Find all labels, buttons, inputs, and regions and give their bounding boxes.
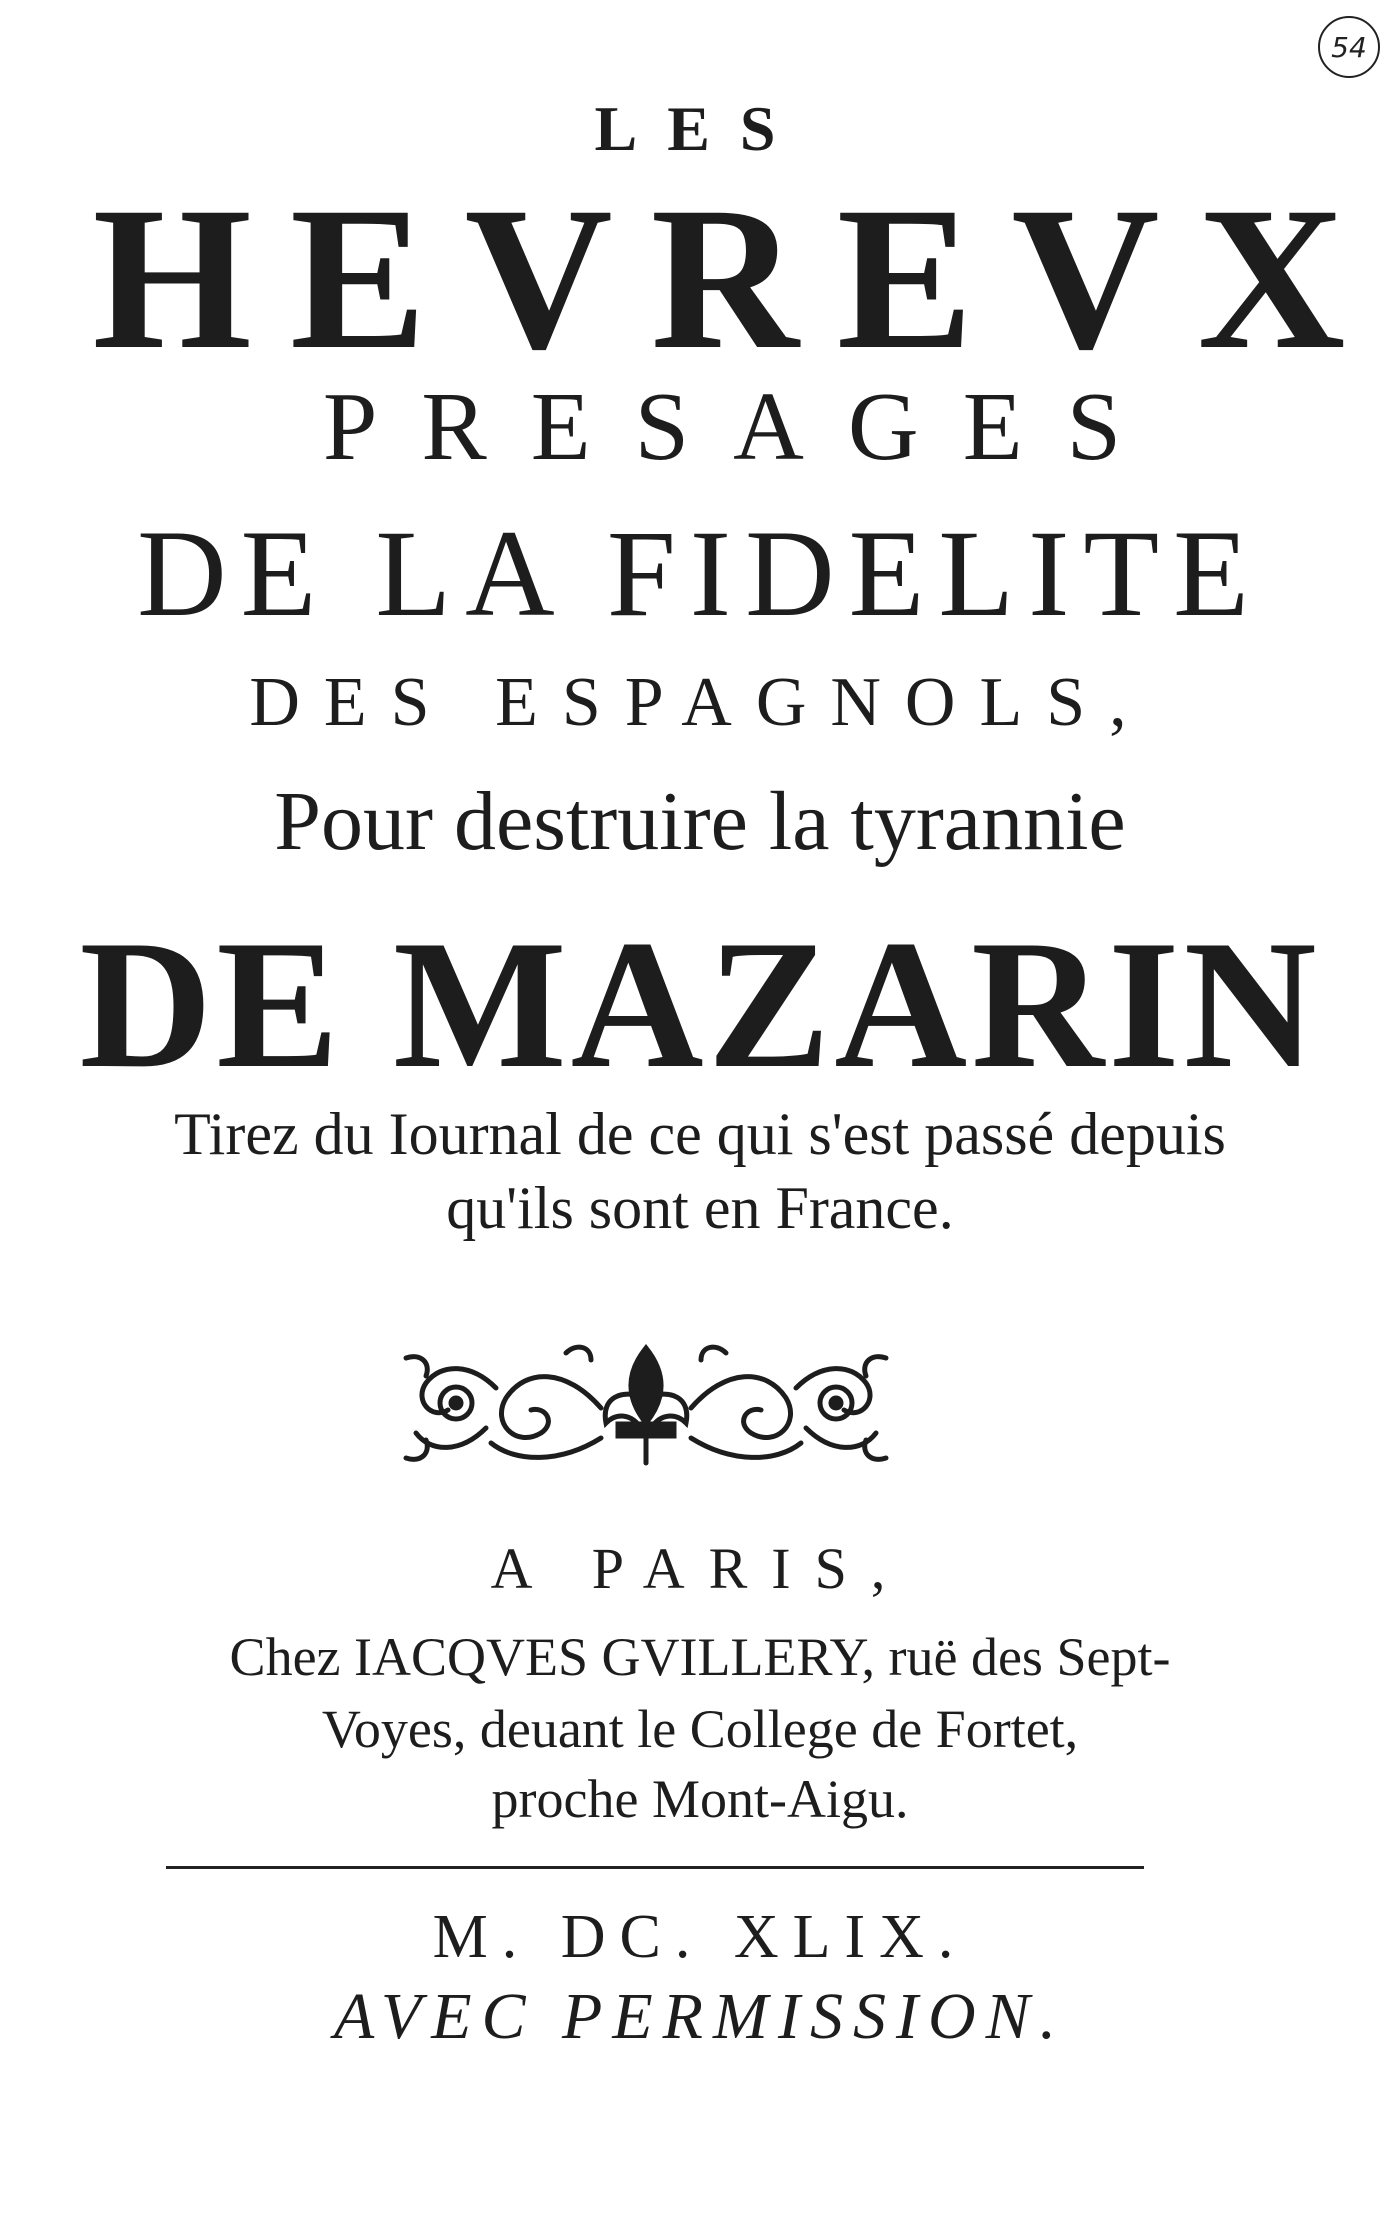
title-line-espagnols: DES ESPAGNOLS,: [249, 664, 1151, 741]
title-line-presages: PRESAGES: [322, 373, 1166, 481]
permission-notice: AVEC PERMISSION.: [333, 1980, 1067, 2053]
imprint-locality: proche Mont-Aigu.: [491, 1769, 909, 1829]
horizontal-rule: [166, 1866, 1144, 1869]
title-line-fidelite: DE LA FIDELITE: [137, 505, 1263, 642]
subtitle-line-2: qu'ils sont en France.: [446, 1175, 954, 1241]
title-line-mazarin: DE MAZARIN: [79, 902, 1321, 1106]
title-line-pour: Pour destruire la tyrannie: [274, 775, 1126, 868]
publication-date: M. DC. XLIX.: [432, 1903, 968, 1971]
subtitle-line-1: Tirez du Iournal de ce qui s'est passé depuis: [174, 1101, 1226, 1167]
title-line-les: LES: [594, 93, 806, 164]
imprint-city: A PARIS,: [490, 1536, 910, 1601]
imprint-address: Voyes, deuant le College de Fortet,: [321, 1699, 1079, 1759]
title-line-heureux: HEVREVX: [92, 165, 1384, 392]
fleuron-ornament-icon: [386, 1328, 906, 1478]
folio-number: 54: [1318, 16, 1380, 78]
imprint-printer: Chez IACQVES GVILLERY, ruë des Sept-: [229, 1627, 1171, 1687]
